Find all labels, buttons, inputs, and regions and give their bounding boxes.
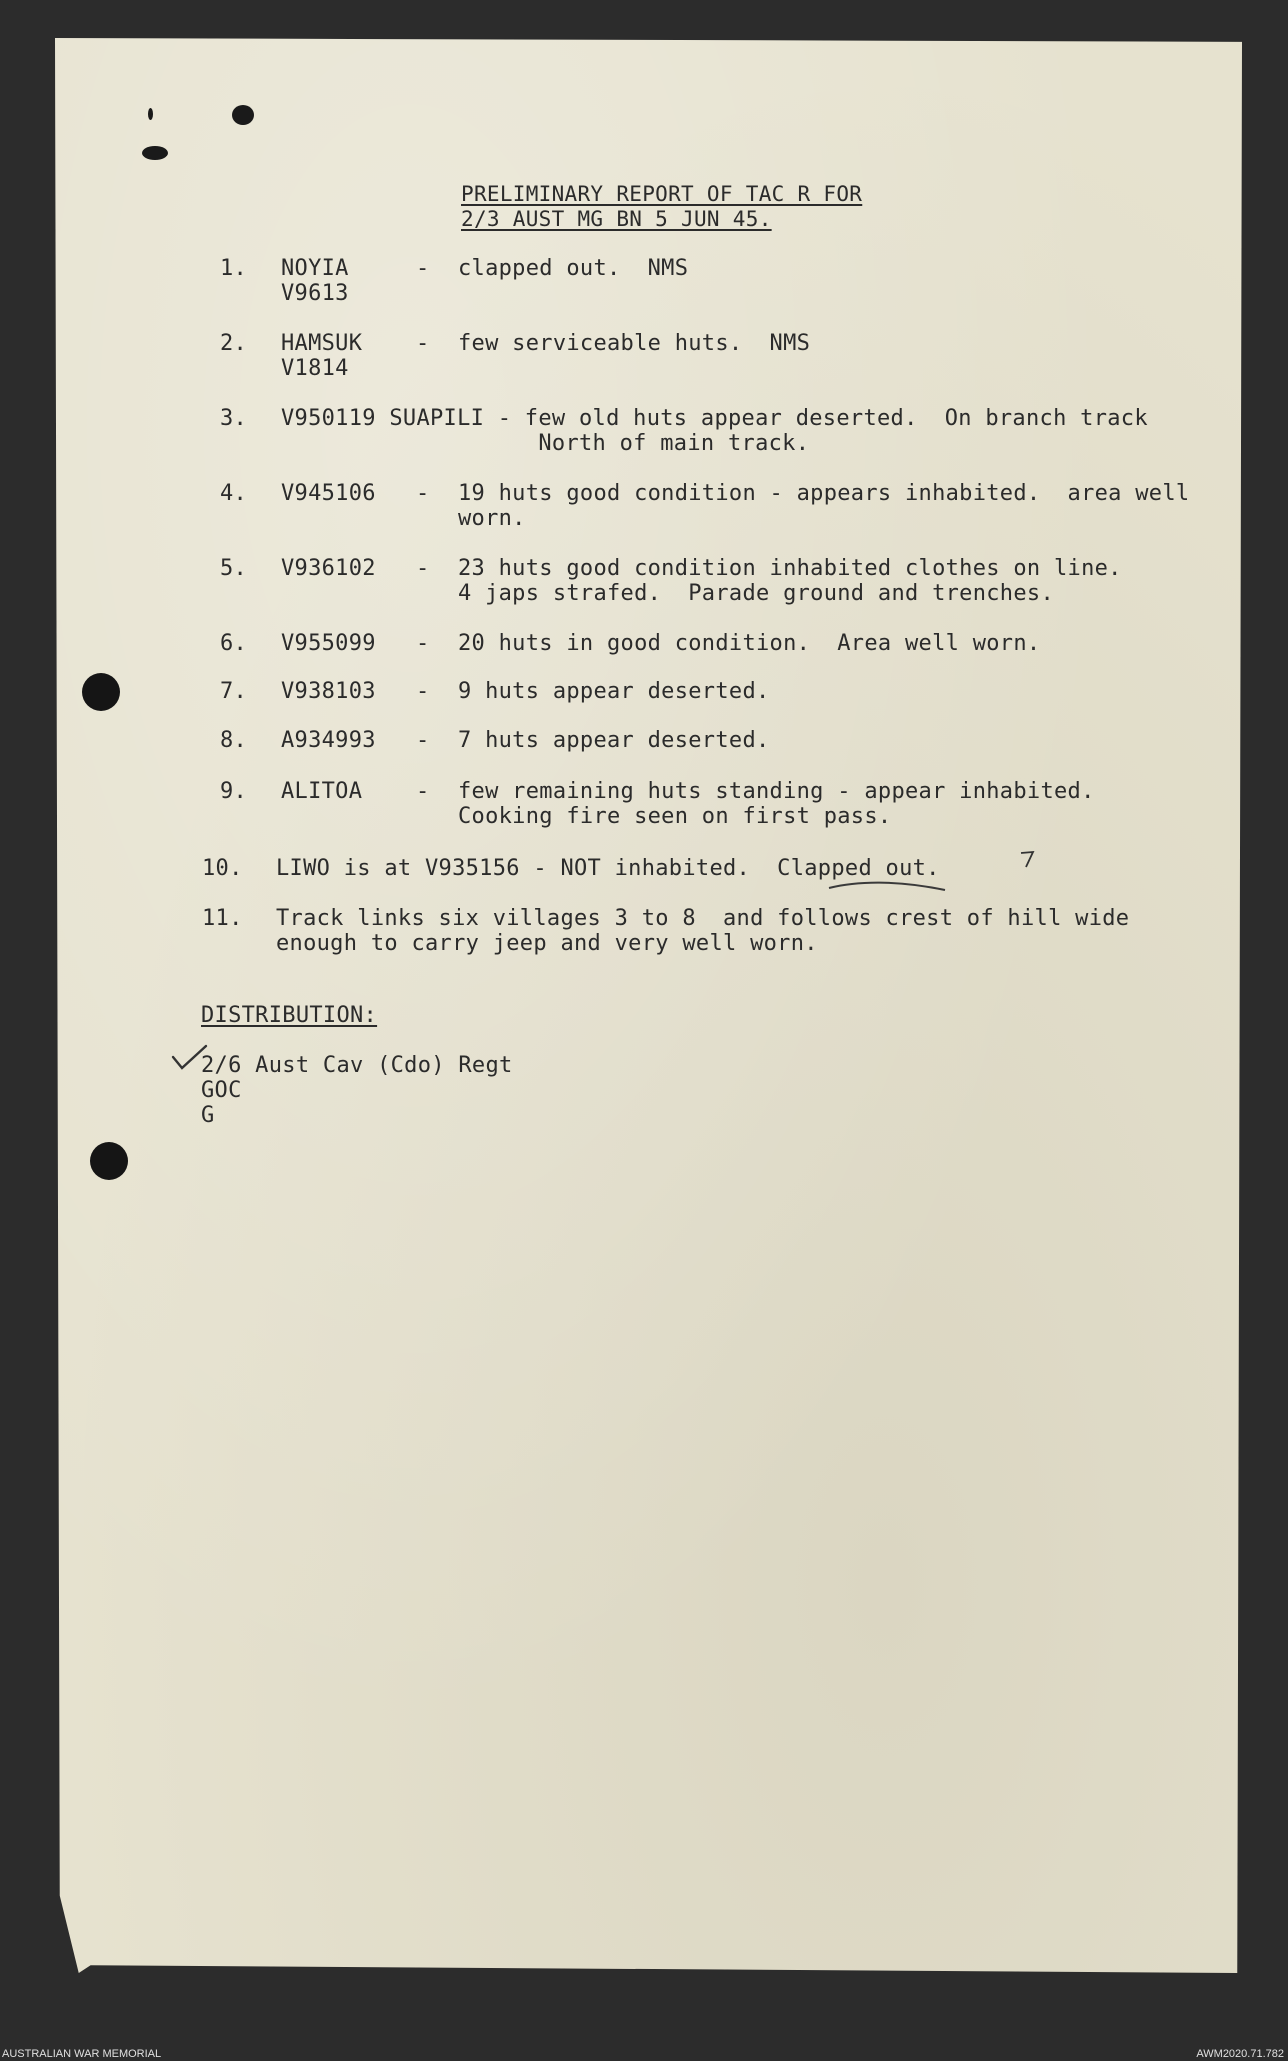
entry-dash: - [416,331,430,356]
entry-location: V938103 [281,679,376,704]
entry-dash: - [416,631,430,656]
footer-left: AUSTRALIAN WAR MEMORIAL [2,2048,162,2060]
entry-description: 23 huts good condition inhabited clothes on line. 4 japs strafed. Parade ground and trenches. [458,556,1122,606]
distribution-item: 2/6 Aust Cav (Cdo) Regt [201,1053,513,1078]
entry-description: few remaining huts standing - appear inhabited. Cooking fire seen on first pass. [458,779,1095,829]
title-line-1: PRELIMINARY REPORT OF TAC R FOR [461,182,863,206]
entry-location: A934993 [281,728,376,753]
check-mark-icon [170,1043,210,1073]
distribution-item: G [201,1103,215,1128]
entry-description: clapped out. NMS [458,256,689,281]
entry-location: V936102 [281,556,376,581]
entry-dash: - [416,556,430,581]
entry-number: 11. [202,906,243,931]
distribution-heading: DISTRIBUTION: [201,1003,378,1028]
entry-dash: - [416,728,430,753]
entry-dash: - [416,779,430,804]
page-title [461,182,862,232]
entry-dash: - [416,481,430,506]
entry-number: 9. [220,779,248,804]
pencil-annotation-mark [1018,849,1038,871]
entry-text: V950119 SUAPILI - few old huts appear deserted. On branch track North of main track. [281,406,1148,456]
entry-description: 19 huts good condition - appears inhabited. area well worn. [458,481,1190,531]
footer-right: AWM2020.71.782 [1196,2048,1284,2060]
entry-number: 7. [220,679,248,704]
entry-dash: - [416,256,430,281]
entry-description: 7 huts appear deserted. [458,728,770,753]
entry-location: HAMSUK V1814 [281,331,363,381]
entry-number: 6. [220,631,248,656]
entry-dash: - [416,679,430,704]
entry-location: ALITOA [281,779,363,804]
entry-number: 8. [220,728,248,753]
entry-number: 1. [220,256,248,281]
entry-location: NOYIA V9613 [281,256,349,306]
entry-description: few serviceable huts. NMS [458,331,811,356]
entry-number: 10. [202,856,243,881]
entry-description: 20 huts in good condition. Area well worn. [458,631,1041,656]
entry-number: 4. [220,481,248,506]
distribution-item: GOC [201,1078,242,1103]
title-line-2: 2/3 AUST MG BN 5 JUN 45. [461,207,772,231]
entry-text: LIWO is at V935156 - NOT inhabited. Clapped out. [276,856,940,881]
entry-number: 3. [220,406,248,431]
pencil-underline-mark [827,878,949,896]
entry-location: V955099 [281,631,376,656]
entry-number: 5. [220,556,248,581]
entry-description: 9 huts appear deserted. [458,679,770,704]
entry-number: 2. [220,331,248,356]
distribution-list [201,1053,513,1128]
entry-location: V945106 [281,481,376,506]
entry-text: Track links six villages 3 to 8 and follows crest of hill wide enough to carry jeep and very well worn. [276,906,1130,956]
